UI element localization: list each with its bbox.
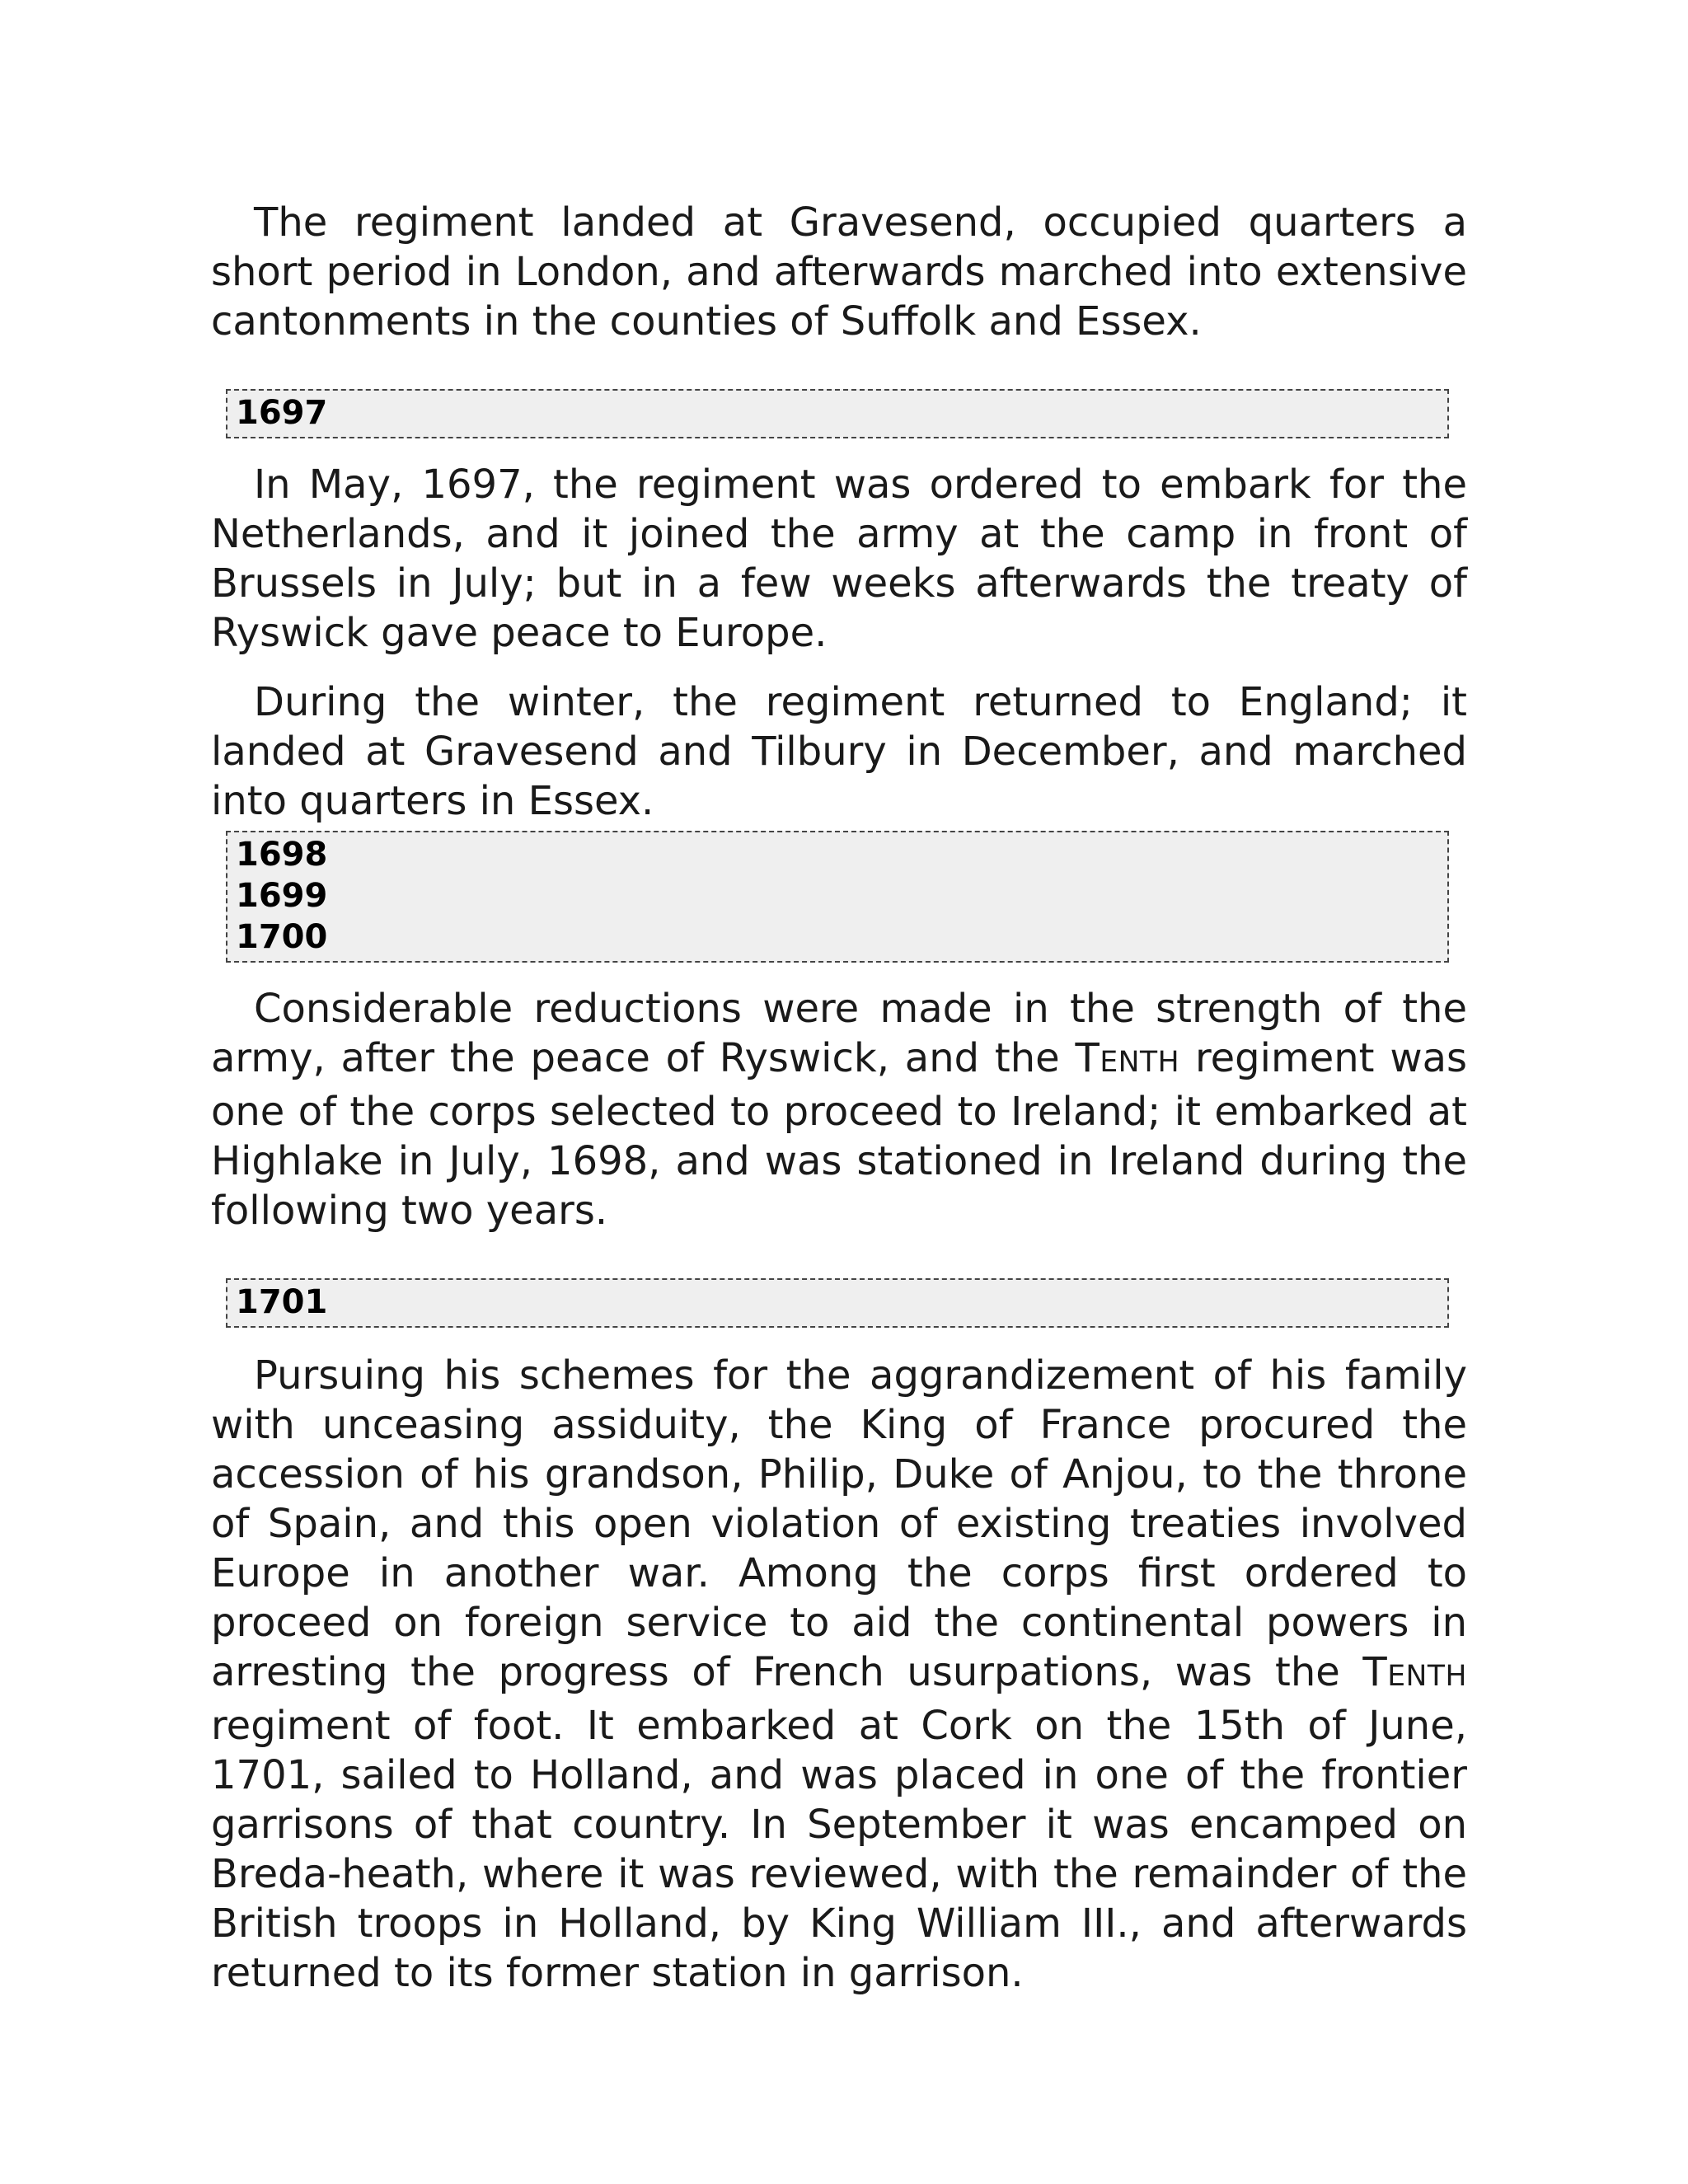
year-box-1697 bbox=[226, 389, 1449, 438]
paragraph-winter-return: During the winter, the regiment returned to England; it landed at Gravesend and Tilbury in December, and marched into quarters in Essex. bbox=[211, 679, 1467, 824]
year-label: 1698 bbox=[236, 836, 328, 874]
year-label: 1701 bbox=[236, 1283, 328, 1321]
paragraph-text: Considerable reductions were made in the strength of the army, after the peace of Ryswick, and the bbox=[211, 986, 1467, 1081]
year-label: 1697 bbox=[236, 394, 328, 432]
year-label: 1700 bbox=[236, 918, 328, 956]
year-box-1698-1700 bbox=[226, 831, 1449, 963]
paragraph-landing-gravesend: The regiment landed at Gravesend, occupied quarters a short period in London, and afterwards marched into extensive cantonments in the counties of Suffolk and Essex. bbox=[211, 199, 1467, 344]
year-label: 1699 bbox=[236, 877, 328, 915]
smallcaps-regiment-name: TENTH bbox=[1362, 1649, 1467, 1695]
smallcaps-regiment-name: TENTH bbox=[1075, 1035, 1180, 1081]
paragraph-netherlands-1697: In May, 1697, the regiment was ordered to embark for the Netherlands, and it joined the army at the camp in front of Brussels in July; but in a few weeks afterwards the treaty of Ryswick gave peace to Europe. bbox=[211, 462, 1467, 656]
document-page bbox=[211, 198, 1467, 1998]
paragraph-ryswick-reductions bbox=[211, 984, 1467, 1235]
year-box-1701 bbox=[226, 1278, 1449, 1328]
paragraph-text: regiment of foot. It embarked at Cork on the 15th of June, 1701, sailed to Holland, and was placed in one of the frontier garrisons of that country. In September it was encamped on Breda-heath, where it was reviewed, with the remainder of the British troops in Holland, by King William III., and afterwards returned to its former station in garrison. bbox=[211, 1703, 1467, 1996]
paragraph-text: Pursuing his schemes for the aggrandizement of his family with unceasing assiduity, the King of France procured the accession of his grandson, Philip, Duke of Anjou, to the throne of Spain, and this open violation of existing treaties involved Europe in another war. Among the corps first ordered to proceed on foreign service to aid the continental powers in arresting the progress of French usurpations, was the bbox=[211, 1352, 1467, 1695]
paragraph-text: regiment was one of the corps selected to proceed to Ireland; it embarked at Highlake in July, 1698, and was stationed in Ireland during the following two years. bbox=[211, 1035, 1467, 1234]
paragraph-spanish-succession bbox=[211, 1351, 1467, 1998]
